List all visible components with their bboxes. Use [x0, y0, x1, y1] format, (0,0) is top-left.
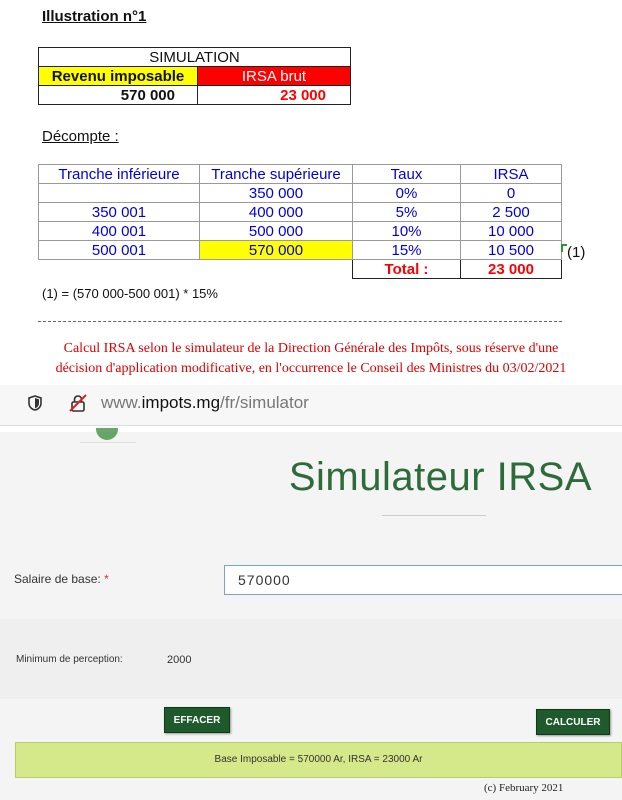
cell: 350 001: [39, 203, 200, 222]
result-banner: Base Imposable = 570000 Ar, IRSA = 23000 Ar: [15, 742, 622, 778]
cell: 0%: [353, 184, 461, 203]
cell: 500 000: [200, 222, 353, 241]
browser-address-bar: [0, 385, 622, 426]
simulation-header: SIMULATION: [39, 48, 351, 67]
cell: 400 000: [200, 203, 353, 222]
decompte-title: Décompte :: [42, 128, 119, 145]
irsa-brut-value: 23 000: [198, 86, 351, 105]
cell: 10 000: [461, 222, 562, 241]
url-prefix: www.: [101, 393, 142, 412]
illustration-title: Illustration n°1: [42, 8, 147, 25]
salary-input[interactable]: [224, 565, 622, 595]
irsa-brut-label: IRSA brut: [198, 67, 351, 86]
cell: 2 500: [461, 203, 562, 222]
revenu-imposable-value: 570 000: [39, 86, 198, 105]
clear-button[interactable]: EFFACER: [164, 707, 230, 733]
caption-line-2: décision d'application modificative, en l'occurrence le Conseil des Ministres du 03/02/2021: [55, 361, 567, 376]
lock-slash-icon[interactable]: [68, 394, 88, 412]
footnote: (1) = (570 000-500 001) * 15%: [42, 286, 218, 301]
total-value: 23 000: [461, 260, 562, 279]
cell: 350 000: [200, 184, 353, 203]
caption-line-1: Calcul IRSA selon le simulateur de la Direction Générale des Impôts, sous réserve d'une: [63, 341, 559, 356]
header-taux: Taux: [353, 165, 461, 184]
shield-icon[interactable]: [28, 395, 42, 411]
dashed-divider: [38, 321, 562, 322]
url-path: /fr/simulator: [220, 393, 309, 412]
header-tranche-superieure: Tranche supérieure: [200, 165, 353, 184]
title-underline: [382, 515, 486, 516]
min-perception-value: 2000: [167, 654, 192, 666]
decompte-header-row: [39, 165, 562, 184]
highlighted-cell: 570 000: [200, 241, 353, 260]
min-perception-label: Minimum de perception:: [16, 654, 123, 665]
cell: 10 500: [461, 241, 562, 260]
salary-label: [14, 572, 109, 586]
simulator-title-text: Simulateur IRSA: [288, 455, 592, 499]
revenu-imposable-label: Revenu imposable: [39, 67, 198, 86]
url-domain: impots.mg: [141, 393, 221, 412]
cell: 0: [461, 184, 562, 203]
cell: 400 001: [39, 222, 200, 241]
header-tranche-inferieure: Tranche inférieure: [39, 165, 200, 184]
cell: 10%: [353, 222, 461, 241]
table-row: [39, 184, 562, 203]
table-row: [39, 222, 562, 241]
cell: 15%: [353, 241, 461, 260]
required-marker: *: [104, 572, 109, 586]
copyright: (c) February 2021: [484, 782, 564, 794]
calculate-button[interactable]: CALCULER: [536, 709, 610, 735]
cell: 500 001: [39, 241, 200, 260]
site-logo-icon: [96, 428, 118, 440]
decompte-table: [38, 164, 562, 279]
total-row: [39, 260, 562, 279]
cell: [39, 184, 200, 203]
url-text[interactable]: [101, 393, 309, 413]
total-label: Total :: [353, 260, 461, 279]
header-irsa: IRSA: [461, 165, 562, 184]
salary-label-text: Salaire de base:: [14, 572, 101, 586]
cell: 5%: [353, 203, 461, 222]
table-row: [39, 241, 562, 260]
header-stub: [80, 426, 136, 443]
simulation-table: [38, 47, 351, 105]
table-row: [39, 203, 562, 222]
row-footnote-marker: (1): [567, 244, 586, 261]
